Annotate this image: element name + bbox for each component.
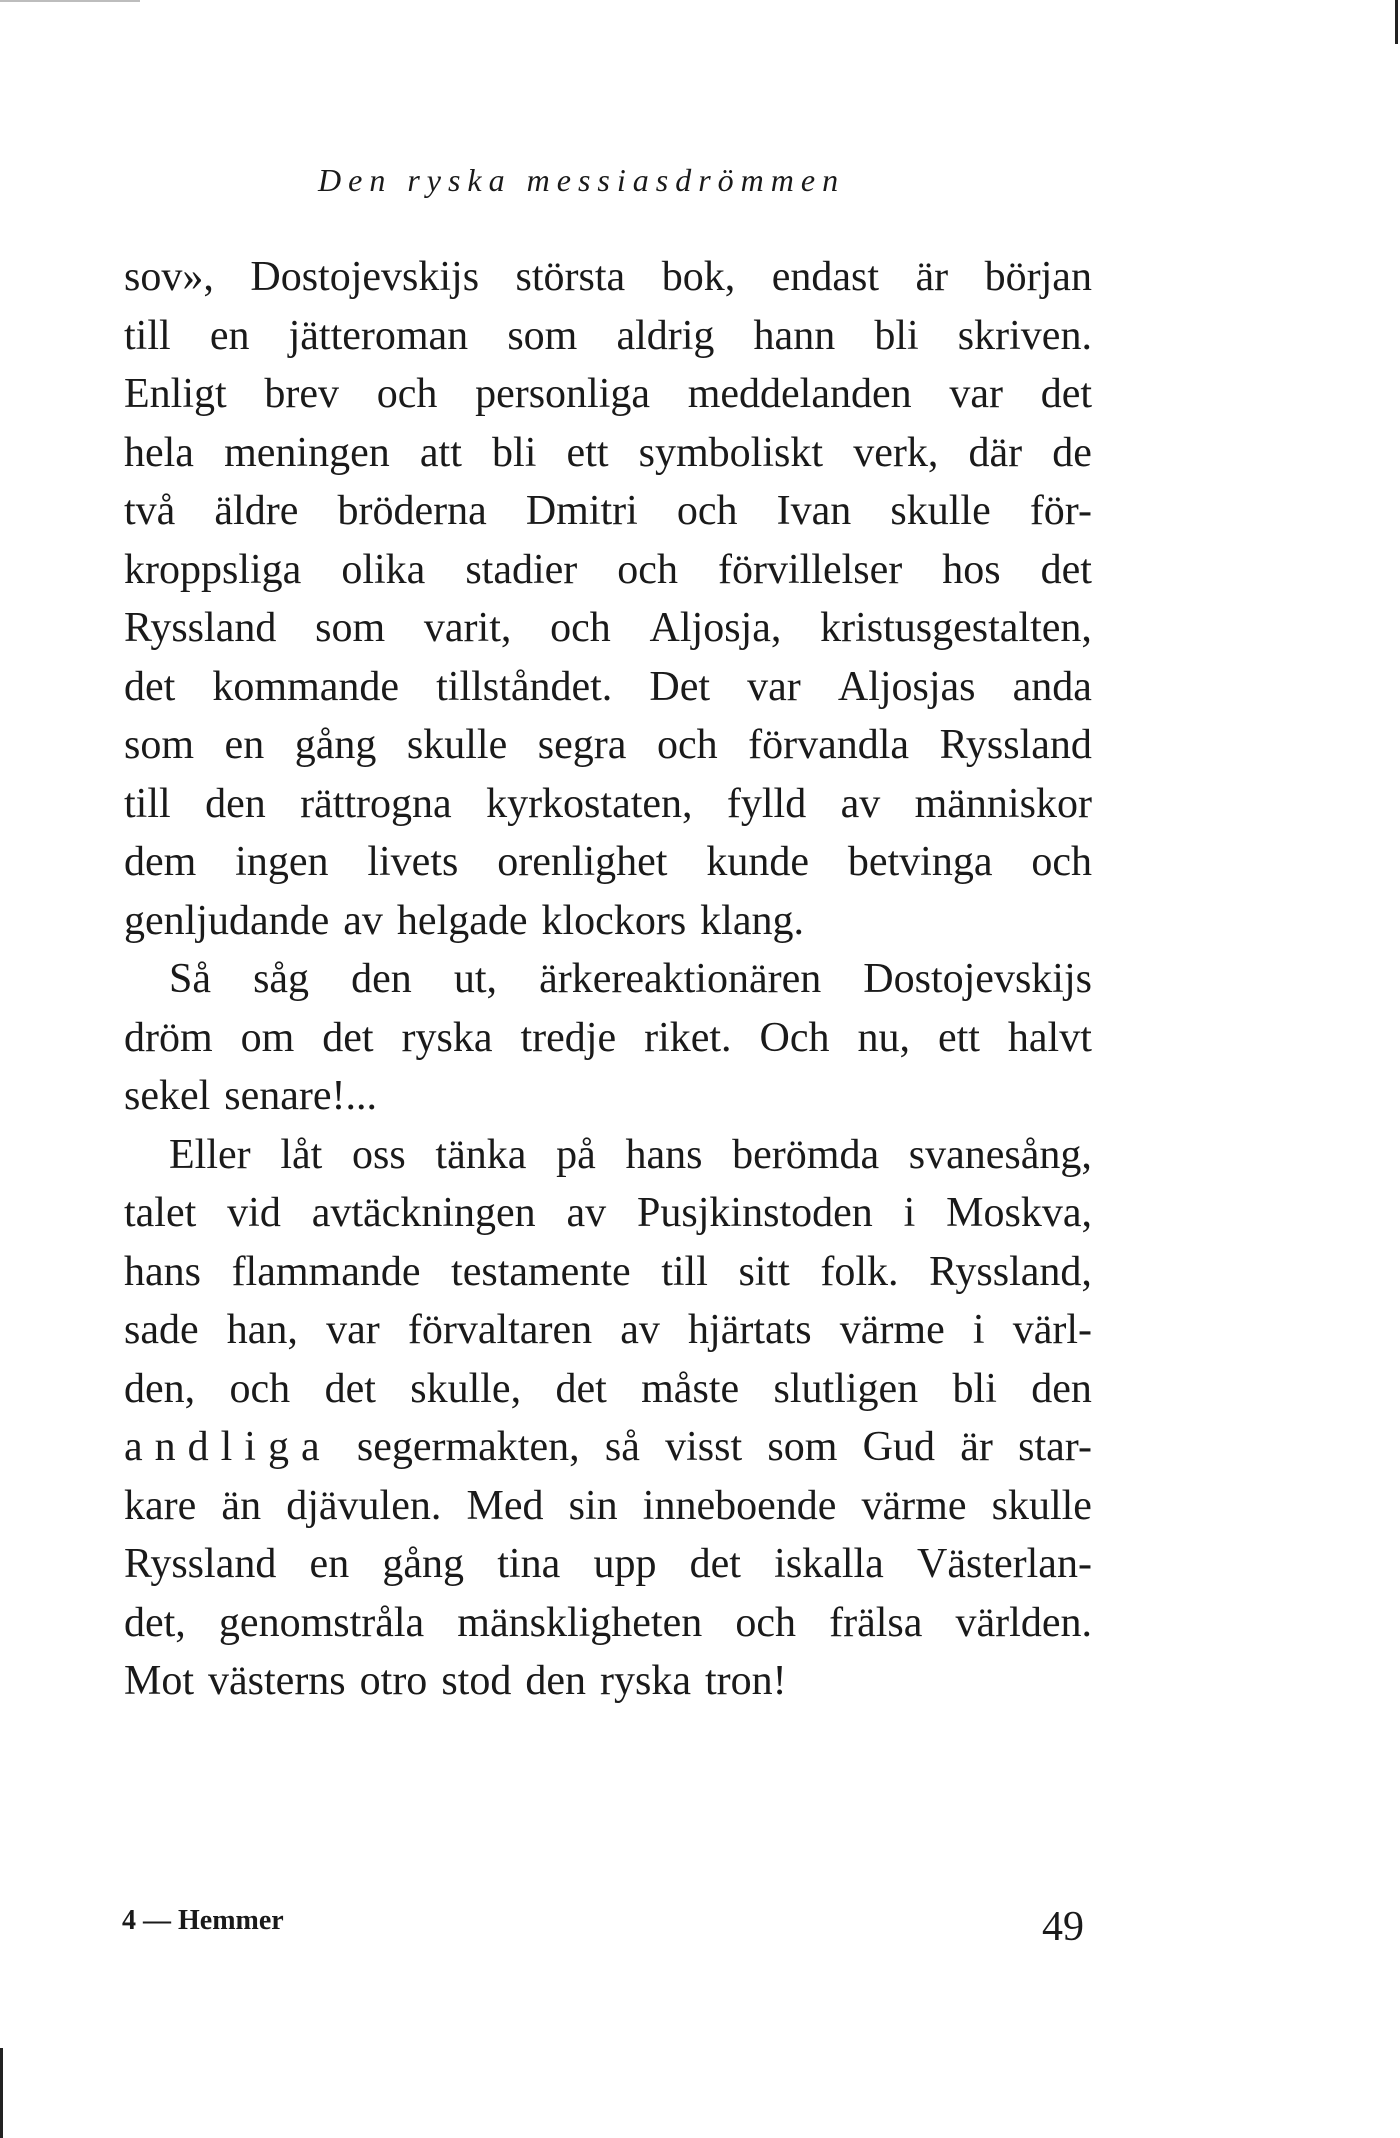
word: och bbox=[735, 1599, 797, 1646]
word: kroppsliga bbox=[124, 546, 302, 593]
word: av bbox=[840, 780, 881, 827]
word: Mot bbox=[124, 1658, 195, 1704]
word: upp bbox=[593, 1541, 657, 1587]
word: till bbox=[661, 1248, 708, 1295]
word: sov», bbox=[124, 254, 214, 300]
word: skulle bbox=[406, 722, 508, 768]
word: halvt bbox=[1007, 1014, 1092, 1061]
word: nu, bbox=[857, 1014, 910, 1061]
word: skulle bbox=[890, 488, 991, 534]
word: det bbox=[124, 663, 176, 710]
word: gång bbox=[294, 722, 377, 768]
word: två bbox=[124, 488, 176, 534]
word: klang. bbox=[700, 897, 804, 944]
word: den bbox=[205, 780, 266, 827]
word: star- bbox=[1018, 1424, 1092, 1470]
text-line bbox=[124, 424, 1092, 483]
word: ett bbox=[937, 1014, 980, 1061]
text-line bbox=[124, 716, 1092, 775]
word: Enligt bbox=[124, 371, 227, 417]
word: människor bbox=[914, 780, 1092, 827]
word: den, bbox=[124, 1365, 196, 1412]
word: slutligen bbox=[773, 1365, 919, 1412]
word: hela bbox=[124, 429, 194, 476]
word: en bbox=[309, 1541, 350, 1587]
word: att bbox=[419, 429, 462, 476]
text-line bbox=[124, 1243, 1092, 1302]
word: och bbox=[617, 546, 678, 593]
word: av bbox=[343, 897, 383, 944]
word: sitt bbox=[738, 1248, 790, 1295]
word: Och bbox=[759, 1014, 830, 1061]
word: en bbox=[209, 312, 250, 359]
word: jätteroman bbox=[288, 312, 469, 359]
word: Aljosja, bbox=[649, 605, 782, 651]
word: varit, bbox=[423, 605, 512, 651]
word: vid bbox=[227, 1190, 281, 1236]
text-line bbox=[124, 1184, 1092, 1243]
word: sekel bbox=[124, 1073, 211, 1119]
word: och bbox=[550, 605, 611, 651]
word: tron! bbox=[704, 1658, 787, 1704]
word: klockors bbox=[541, 897, 687, 944]
word: och bbox=[676, 488, 738, 534]
text-line bbox=[124, 950, 1092, 1009]
word: Ryssland bbox=[124, 1541, 277, 1587]
word: oss bbox=[352, 1131, 406, 1178]
word: hjärtats bbox=[688, 1307, 812, 1353]
text-line bbox=[124, 1652, 1092, 1711]
word: ingen bbox=[235, 839, 329, 885]
text-line bbox=[124, 892, 1092, 951]
text-line bbox=[124, 248, 1092, 307]
word: där bbox=[968, 429, 1023, 476]
word: helgade bbox=[396, 897, 528, 944]
word: segra bbox=[537, 722, 627, 768]
word: ut, bbox=[453, 956, 498, 1002]
word: Dostojevskijs bbox=[863, 956, 1092, 1002]
word: genljudande bbox=[124, 897, 330, 944]
word: meningen bbox=[224, 429, 390, 476]
word: iskalla bbox=[774, 1541, 884, 1587]
word: kristusgestalten, bbox=[820, 605, 1092, 651]
word: om bbox=[240, 1014, 295, 1061]
word: tillståndet. bbox=[436, 663, 613, 710]
word: gång bbox=[382, 1541, 465, 1587]
word: av bbox=[620, 1307, 660, 1353]
text-line bbox=[124, 541, 1092, 600]
word: det bbox=[1040, 546, 1092, 593]
word: betvinga bbox=[847, 839, 993, 885]
text-line bbox=[124, 833, 1092, 892]
text-line bbox=[124, 1360, 1092, 1419]
text-line bbox=[124, 1535, 1092, 1594]
word: den bbox=[525, 1658, 586, 1704]
word: det, bbox=[124, 1599, 186, 1646]
word: anda bbox=[1012, 663, 1092, 710]
word: tredje bbox=[520, 1014, 617, 1061]
word: frälsa bbox=[829, 1599, 923, 1646]
text-line bbox=[124, 365, 1092, 424]
word: segermakten, bbox=[356, 1424, 580, 1470]
word: som bbox=[767, 1424, 838, 1470]
word: kunde bbox=[706, 839, 809, 885]
word: brev bbox=[264, 371, 340, 417]
word: Dmitri bbox=[525, 488, 638, 534]
word: Ryssland bbox=[939, 722, 1092, 768]
text-line bbox=[124, 1067, 1092, 1126]
word: visst bbox=[665, 1424, 743, 1470]
scan-edge-right bbox=[1395, 0, 1398, 44]
word: Eller bbox=[169, 1131, 251, 1178]
word: kyrkostaten, bbox=[486, 780, 693, 827]
word: ärkereaktionären bbox=[539, 956, 822, 1002]
text-line bbox=[124, 599, 1092, 658]
word: personliga bbox=[475, 371, 651, 417]
running-head: Den ryska messiasdrömmen bbox=[318, 162, 846, 198]
word: avtäckningen bbox=[311, 1190, 536, 1236]
word: talet bbox=[124, 1190, 197, 1236]
word: var bbox=[326, 1307, 380, 1353]
scan-edge-top bbox=[0, 0, 140, 2]
word: en bbox=[224, 722, 265, 768]
word: och bbox=[376, 371, 438, 417]
word: djävulen. bbox=[286, 1482, 442, 1529]
word: var bbox=[747, 663, 801, 710]
word: det bbox=[555, 1365, 607, 1412]
word: så bbox=[604, 1424, 640, 1470]
word: dröm bbox=[124, 1014, 213, 1061]
word: på bbox=[556, 1131, 596, 1178]
word: skriven. bbox=[957, 312, 1092, 359]
word: hans bbox=[124, 1248, 201, 1295]
body-text bbox=[124, 248, 1092, 1711]
word: av bbox=[566, 1190, 607, 1236]
word: är bbox=[915, 254, 949, 300]
word: tina bbox=[497, 1541, 561, 1587]
word: ryska bbox=[599, 1658, 691, 1704]
word: Det bbox=[649, 663, 711, 710]
word: folk. bbox=[820, 1248, 899, 1295]
word: värl- bbox=[1012, 1307, 1092, 1353]
word: som bbox=[124, 722, 195, 768]
word: dem bbox=[124, 839, 197, 885]
word: rättrogna bbox=[300, 780, 452, 827]
word: Med bbox=[466, 1482, 544, 1529]
word: senare!... bbox=[224, 1073, 378, 1119]
word: otro bbox=[359, 1658, 428, 1704]
word: skulle bbox=[991, 1482, 1092, 1529]
word: hans bbox=[625, 1131, 703, 1178]
word: det bbox=[1040, 371, 1092, 417]
word: bröderna bbox=[337, 488, 487, 534]
word: berömda bbox=[732, 1131, 880, 1178]
word: Så bbox=[169, 956, 211, 1002]
word: bli bbox=[952, 1365, 997, 1412]
word: Gud bbox=[862, 1424, 936, 1470]
word: svanesång, bbox=[908, 1131, 1092, 1178]
word: det bbox=[689, 1541, 741, 1587]
word: stod bbox=[441, 1658, 512, 1704]
word: skulle, bbox=[410, 1365, 522, 1412]
word: endast bbox=[771, 254, 879, 300]
word: olika bbox=[341, 546, 426, 593]
text-line bbox=[124, 482, 1092, 541]
word: genomstråla bbox=[218, 1599, 425, 1646]
word: kommande bbox=[212, 663, 400, 710]
word: än bbox=[221, 1482, 262, 1529]
word: bli bbox=[874, 312, 919, 359]
word: sade bbox=[124, 1307, 199, 1353]
word: han, bbox=[226, 1307, 298, 1353]
word: för- bbox=[1029, 488, 1092, 534]
word: den bbox=[351, 956, 412, 1002]
word: tänka bbox=[435, 1131, 527, 1178]
word: verk, bbox=[853, 429, 939, 476]
word: såg bbox=[253, 956, 310, 1002]
word: aldrig bbox=[616, 312, 715, 359]
scan-edge-left bbox=[0, 2048, 3, 2138]
word: Moskva, bbox=[946, 1190, 1092, 1236]
word: fylld bbox=[726, 780, 807, 827]
word: hann bbox=[753, 312, 836, 359]
word: låt bbox=[280, 1131, 323, 1178]
word: riket. bbox=[644, 1014, 732, 1061]
word: största bbox=[515, 254, 626, 300]
text-line bbox=[124, 658, 1092, 717]
word: sin bbox=[568, 1482, 618, 1529]
text-line bbox=[124, 775, 1092, 834]
page-number: 49 bbox=[1042, 1904, 1084, 1950]
word: inneboende bbox=[642, 1482, 837, 1529]
word: västerns bbox=[208, 1658, 346, 1704]
word: början bbox=[984, 254, 1092, 300]
word: värme bbox=[839, 1307, 945, 1353]
word: till bbox=[124, 780, 171, 827]
word: Västerlan- bbox=[917, 1541, 1092, 1587]
word: Aljosjas bbox=[837, 663, 976, 710]
word: till bbox=[124, 312, 171, 359]
word: Pusjkinstoden bbox=[637, 1190, 873, 1236]
text-line bbox=[124, 1301, 1092, 1360]
word: förvandla bbox=[748, 722, 910, 768]
word: de bbox=[1052, 429, 1092, 476]
word: flammande bbox=[231, 1248, 421, 1295]
word: och bbox=[1031, 839, 1092, 885]
word: och bbox=[656, 722, 718, 768]
word: värme bbox=[861, 1482, 967, 1529]
word: den bbox=[1031, 1365, 1092, 1412]
word: som bbox=[315, 605, 386, 651]
signature-mark: 4 — Hemmer bbox=[122, 1905, 284, 1936]
word: i bbox=[903, 1190, 916, 1236]
word: Ryssland, bbox=[929, 1248, 1092, 1295]
word: och bbox=[229, 1365, 291, 1412]
word: testamente bbox=[451, 1248, 631, 1295]
word: Dostojevskijs bbox=[250, 254, 480, 300]
word: förvillelser bbox=[717, 546, 903, 593]
word: ett bbox=[566, 429, 609, 476]
word: stadier bbox=[465, 546, 578, 593]
word: det bbox=[324, 1365, 376, 1412]
text-line bbox=[124, 1009, 1092, 1068]
text-line bbox=[124, 1126, 1092, 1185]
text-line bbox=[124, 1594, 1092, 1653]
word: Ryssland bbox=[124, 605, 277, 651]
word: var bbox=[949, 371, 1003, 417]
word: är bbox=[960, 1424, 993, 1470]
word: hos bbox=[942, 546, 1001, 593]
word: mänskligheten bbox=[457, 1599, 703, 1646]
word: äldre bbox=[214, 488, 299, 534]
text-line bbox=[124, 1477, 1092, 1536]
word: meddelanden bbox=[687, 371, 912, 417]
word: kare bbox=[124, 1482, 197, 1529]
word: det bbox=[322, 1014, 374, 1061]
word: ryska bbox=[401, 1014, 493, 1061]
word: måste bbox=[641, 1365, 740, 1412]
word: symboliskt bbox=[638, 429, 824, 476]
word: i bbox=[972, 1307, 985, 1353]
word: bli bbox=[492, 429, 537, 476]
word: förvaltaren bbox=[407, 1307, 593, 1353]
word: livets bbox=[367, 839, 459, 885]
text-line bbox=[124, 1418, 1092, 1477]
word: som bbox=[507, 312, 578, 359]
text-line bbox=[124, 307, 1092, 366]
word: orenlighet bbox=[497, 839, 668, 885]
word: Ivan bbox=[776, 488, 852, 534]
word: världen. bbox=[955, 1599, 1092, 1646]
word: andliga bbox=[124, 1424, 332, 1470]
word: bok, bbox=[661, 254, 736, 300]
